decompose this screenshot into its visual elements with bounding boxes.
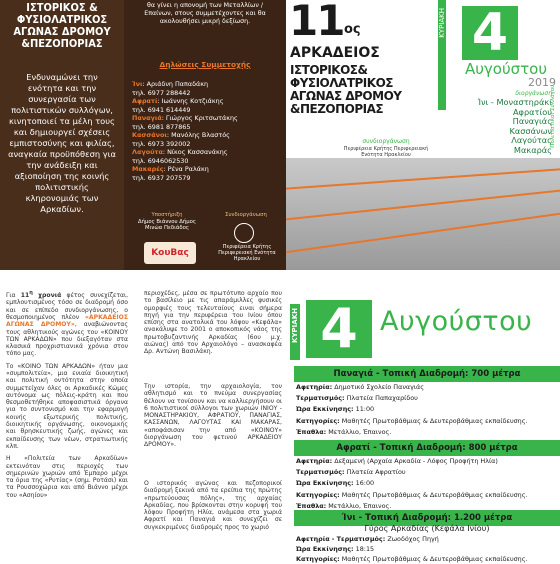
- route-line: Αφετηρία - Τερματισμός: Ζωοδόχος Πηγή: [296, 535, 439, 543]
- route-afrati-details: [296, 456, 558, 512]
- route-line: Τερματισμός: Πλατεία Παπαχαρίδου: [296, 394, 418, 403]
- subtitle-line-3: ΑΓΩΝΑΣ ΔΡΟΜΟΥ: [290, 89, 402, 103]
- bottom-date-day: 4: [306, 300, 372, 358]
- history-text-3: Την ιστορία, την αρχαιολογία, τον αθλητισμό και το πνεύμα συνεργασίας θέλουν να τονίσουν και να καλλιεργήσουν οι 6 πολιτιστικοί σύλλογοι των χωριών ΙΝΙΟΥ - ΜΟΝΑΣΤΗΡΑΚΙΟΥ, ΑΦΡΑΤΙΟΥ, ΠΑΝΑΓΙΑΣ, ΚΑΣΣΑΝΩΝ, ΛΑΓΟΥΤΑΣ ΚΑΙ ΜΑΚΑΡΑΣ, «αποφάσισαν την από «ΚΟΙΝΟΥ» διοργάνωση του φετινού ΑΡΚΑΔΕΙΟΥ ΔΡΟΜΟΥ».: [144, 383, 282, 449]
- village-item: Αφρατίου: [512, 106, 552, 117]
- route-ini-title: Ίνι - Τοπική Διαδρομή: 1.200 μέτρα: [294, 510, 560, 526]
- bottom-date-month: Αυγούστου: [380, 306, 533, 337]
- support-name: Δήμος Βιάννου Δήμος Μινώα Πεδιάδος: [138, 218, 196, 232]
- race-title-cut: [4, 2, 120, 50]
- village-item: Κασσάνων: [509, 125, 552, 136]
- route-line: Αφετηρία: Δημοτικό Σχολείο Παναγιάς: [296, 383, 425, 391]
- region-emblem-icon: [234, 223, 254, 243]
- history-text: [6, 290, 128, 499]
- award-notice: θα γίνει η απονομή των Μεταλλίων / Επαίνων, στους συμμετέχοντες και θα ακολουθήσει μικρή δεξίωση.: [144, 2, 266, 25]
- village-item: Μακαράς: [513, 144, 552, 155]
- cultural-associations: Πολιτιστικοί Σύλλογοι: [550, 86, 556, 148]
- coorg-name: Περιφέρεια Κρήτης Περιφερειακή Ενότητα Ηρακλείου: [218, 244, 276, 263]
- contact-kassanoi: Κασσάνοι: Μανόλης Βλαστός τηλ. 6973 392002: [132, 131, 230, 148]
- race-name-highlight: «ΑΡΚΑΔΕΙΟΣ ΑΓΩΝΑΣ ΔΡΟΜΟΥ»: [6, 313, 128, 329]
- race-name: ΑΡΚΑΔΕΙΟΣ: [290, 45, 380, 61]
- contact-ini: Ίνι: Αριάδνη Παπαδάκη τηλ. 6977 288442: [132, 80, 209, 97]
- subtitle-line-4: &ΠΕΖΟΠΟΡΙΑΣ: [290, 102, 384, 116]
- date-month: Αυγούστου: [464, 60, 548, 78]
- title-line-3: ΑΓΩΝΑΣ ΔΡΟΜΟΥ: [13, 25, 111, 38]
- route-line: Κατηγορίες: Μαθητές Πρωτοβάθμιας & Δευτεροβάθμιας εκπαίδευσης.: [296, 416, 528, 425]
- coorg-label: Συνδιοργάνωση: [225, 212, 267, 218]
- organization-label: διοργάνωση: [515, 90, 552, 97]
- track-lane: [286, 168, 560, 189]
- route-line: Ώρα Εκκίνησης: 11:00: [296, 405, 375, 414]
- track-lane: [286, 213, 560, 254]
- lead-word: χρονιά: [38, 292, 62, 300]
- poster-coorg-label: συνδιοργάνωση: [362, 138, 410, 145]
- contact-list: [132, 80, 284, 182]
- route-line: Τερματισμός: Πλατεία Αφρατίου: [296, 468, 406, 477]
- registration-panel: [124, 0, 286, 270]
- poster-coorg-name: Περιφέρεια Κρήτης Περιφερειακή Ενότητα Ηρακλείου: [343, 146, 429, 158]
- history-paragraph-2: Το «ΚΟΙΝΟ ΤΩΝ ΑΡΚΑΔΩΝ» ήταν μια «συμπολιτεία», μια ενιαία διοικητική και πολιτική οντότητα στην οποία συμμετείχαν όλες οι Αρκαδικές Κώμες αυτόνομα ως πόλεις-κράτη και που θεσμοθετήθηκε αποφασιστικά όργανα για το συντονισμό και την εφαρμογή κοινής εξωτερικής πολιτικής, διοικητικής οργάνωσης, οικονομικής και θρησκευτικής ζωής, αγώνες και εκπαίδευσης των νέων, στρατιωτικής κλπ.: [6, 362, 128, 450]
- support-label: Υποστήριξη: [151, 212, 183, 218]
- route-ini-details: [296, 524, 558, 564]
- route-line: Αφετηρία: Δεξαμενή (Αρχαία Αρκαδία - Λόφος Προφήτη Ηλία): [296, 457, 498, 465]
- route-panagia-title: Παναγιά - Τοπική Διαδρομή: 700 μέτρα: [294, 366, 560, 382]
- route-line: Ώρα Εκκίνησης: 16:00: [296, 479, 375, 488]
- contact-lagouta: Λαγούτα: Νίκος Κασσανάκης τηλ. 6946062530: [132, 148, 228, 165]
- contact-panagia: Παναγιά: Γιώργος Κριτσωτάκης τηλ. 6981 877865: [132, 114, 238, 131]
- contact-afrati: Αφρατί: Ιωάννης Κοτζιάκης τηλ. 6941 614449: [132, 97, 224, 114]
- history-text-4: Ο ιστορικός αγώνας και πεζοπορικοί διαδρομή ξεκινά από τα ερείπια της πρώτης «πρωτεύουσας πόλης», της αρχαίας Αρκαδίας, που βρίσκονται στην κορυφή του λόφου Προφήτη Ηλία, ανάμεσα στα χωριά Αφρατί και Παναγιά και συνεχίζει σε συγκεκριμένες διαδρομές προς το χωριό: [144, 480, 282, 531]
- route-line: Ώρα Εκκίνησης: 18:15: [296, 545, 375, 553]
- edition-suffix: ος: [344, 22, 361, 37]
- route-panagia-details: [296, 382, 558, 438]
- bottom-day-name: ΚΥΡΙΑΚΗ: [291, 308, 299, 343]
- back-panel: [0, 0, 124, 270]
- lead-prefix: Για: [6, 292, 16, 300]
- date-year: 2019: [528, 76, 556, 89]
- route-line: Έπαθλα: Μετάλλιο, Έπαινος.: [296, 427, 392, 436]
- registration-heading: Δηλώσεις Συμμετοχής: [159, 60, 251, 69]
- contact-makares: Μακαρές: Ρένα Ραλάκη τηλ. 6937 207579: [132, 165, 209, 182]
- route-line: Έπαθλα: Μετάλλιο, Έπαινος.: [296, 501, 392, 510]
- subtitle-line-1: ΙΣΤΟΡΙΚΟΣ&: [290, 63, 368, 77]
- village-item: Λαγούτας: [511, 135, 552, 145]
- title-line-4: &ΠΕΖΟΠΟΡΙΑΣ: [21, 37, 103, 50]
- subtitle-line-2: ΦΥΣΙΟΛΑΤΡΙΚΟΣ: [290, 76, 393, 90]
- edition-year: $11^\eta$: [20, 290, 33, 300]
- unity-text: Ενδυναμώνει την ενότητα και την συνεργασία των πολιτιστικών συλλόγων, κινητοποιεί τα μέλη τους και δημιουργεί σχέσεις εμπιστοσύνης και φιλίας, αναγκαία προϋπόθεση για την ανάδειξη και αξιοποίηση της κοινής πολιτιστικής κληρονομιάς των Αρκαδίων.: [8, 72, 116, 214]
- route-ini-subtitle: Γύρος Αρκαδίας (Κεφάλα Ινίου): [364, 524, 490, 533]
- date-day: 4: [462, 6, 518, 60]
- route-line: Κατηγορίες: Μαθητές Πρωτοβάθμιας & Δευτεροβάθμιας εκπαίδευσης.: [296, 555, 528, 563]
- village-item: Παναγιάς: [512, 116, 552, 126]
- history-paragraph-3: Η «Πολιτεία των Αρκαδίων» εκτεινόταν στις περιοχές των σημερινών χωριών από Έμπαρο μέχρι τα όρια της «Ρυτίας» (σημ. Ροτάσι) και τα Ρουσσοχώρια και από Βιάννο μέχρι του «Ασηίου»: [6, 455, 128, 499]
- support-block: [132, 212, 202, 232]
- village-item: Ίνι - Μοναστηράκι: [477, 97, 552, 107]
- track-lane: [286, 190, 560, 221]
- race-subtitle: [290, 64, 424, 116]
- sponsor-logo: ΚουΒας: [144, 242, 196, 264]
- history-paragraph-1b: , αναβιώνοντας τους αθλητικούς αγώνες του «ΚΟΙΝΟΥ ΤΩΝ ΑΡΚΑΔΩΝ» που διεξαγόταν στα κλασικά προχριστιανικά χρόνια στον τόπο μας.: [6, 321, 128, 358]
- day-name: ΚΥΡΙΑΚΗ: [438, 8, 446, 38]
- running-track-image: [286, 158, 560, 270]
- sheet-divider: [0, 270, 560, 282]
- route-afrati-title: Αφρατί - Τοπική Διαδρομή: 800 μέτρα: [294, 440, 560, 456]
- title-line-1: ΙΣΤΟΡΙΚΟΣ &: [26, 1, 98, 14]
- title-line-2: ΦΥΣΙΟΛΑΤΡΙΚΟΣ: [16, 13, 108, 26]
- edition-number: 11: [289, 0, 344, 45]
- front-cover: [286, 0, 560, 270]
- villages-list: [452, 98, 552, 155]
- history-text-2: περιοχέδες, μέσα σε πρωτότυπο αρχαίο που το βασίλειο με τις απαράμιλλες φυσικές ομορφιές τους τελευταίους ειναι σήμερα πηγή για την περιφέρεια του Ινίου όπου επίσης στα ανατολικά του λόφου «Κεφάλα» ανακάλυψε το 2001 ο αποκοπικός νάος της πρωτοβυζαντινής Αρκαδίας (6ου μ.χ. αιώνας) από τον Αρχαιολόγο – ανασκαφέα Δρ. Αντώνη Βασιλάκη.: [144, 290, 282, 356]
- route-line: Κατηγορίες: Μαθητές Πρωτοβάθμιας & Δευτεροβάθμιας εκπαίδευσης.: [296, 490, 528, 499]
- history-paragraph-1: φέτος συνεχίζεται, εμπλουτισμένος τόσο σε διαδρομή όσο και σε επίπεδο συνδιοργάνωσης, ο θεσμοποιημένος πλέον: [6, 292, 129, 321]
